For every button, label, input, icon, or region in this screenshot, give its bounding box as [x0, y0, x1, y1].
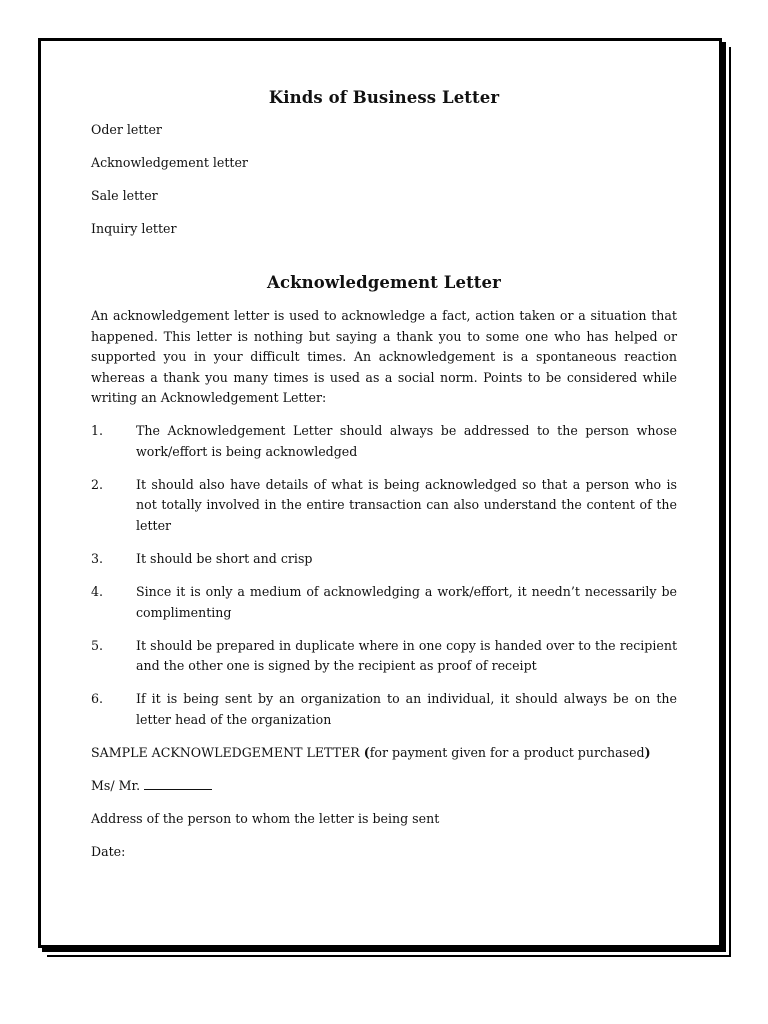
list-item [91, 475, 677, 537]
date-label: Date: [91, 844, 126, 860]
sample-paren-close: ) [644, 745, 651, 761]
kinds-list [91, 123, 677, 255]
salutation: Ms/ Mr. [91, 778, 141, 794]
list-item [91, 421, 677, 462]
point-number: 5. [91, 637, 104, 653]
intro-paragraph: An acknowledgement letter is used to acknowledge a fact, action taken or a situation that happened. This letter is nothing but saying a thank you to some one who has helped or supported you in your difficult times. An acknowledgement is a spontaneous reaction whereas a thank you many times is used as a social norm. Points to be considered while writing an Acknowledgement Letter: [91, 308, 677, 406]
point-number: 2. [91, 476, 104, 492]
point-text: Since it is only a medium of acknowledging a work/effort, it needn’t necessarily be complimenting [136, 584, 677, 620]
point-text: It should be short and crisp [136, 550, 313, 566]
list-item: Oder letter [91, 122, 162, 137]
point-number: 6. [91, 691, 104, 707]
sample-subtitle: for payment given for a product purchased [369, 745, 645, 761]
kinds-title: Kinds of Business Letter [268, 88, 500, 107]
sample-heading [91, 743, 677, 763]
list-item: Sale letter [91, 188, 158, 203]
list-item [91, 636, 677, 677]
point-text: The Acknowledgement Letter should always be addressed to the person whose work/effort is being acknowledged [136, 422, 677, 459]
point-text: It should be prepared in duplicate where in one copy is handed over to the recipient and the other one is signed by the recipient as proof of receipt [136, 637, 677, 674]
list-item [91, 689, 677, 730]
list-item [91, 582, 677, 623]
sample-paren-open: ( [363, 745, 370, 761]
point-text: If it is being sent by an organization to an individual, it should always be on the letter head of the organization [136, 691, 677, 727]
point-text: It should also have details of what is being acknowledged so that a person who is not totally involved in the entire transaction can also understand the content of the letter [136, 476, 677, 533]
sample-label: SAMPLE ACKNOWLEDGEMENT LETTER [91, 745, 360, 761]
list-item: Inquiry letter [91, 221, 177, 236]
address-line: Address of the person to whom the letter is being sent [91, 811, 440, 827]
salutation-line [91, 776, 677, 796]
list-item [91, 549, 677, 570]
points-list [91, 421, 677, 731]
ack-title: Acknowledgement Letter [267, 273, 501, 292]
point-number: 4. [91, 584, 104, 600]
list-item: Acknowledgement letter [91, 155, 248, 170]
point-number: 1. [91, 422, 104, 438]
blank-underline [144, 779, 212, 790]
point-number: 3. [91, 550, 104, 566]
document-body [91, 88, 677, 875]
